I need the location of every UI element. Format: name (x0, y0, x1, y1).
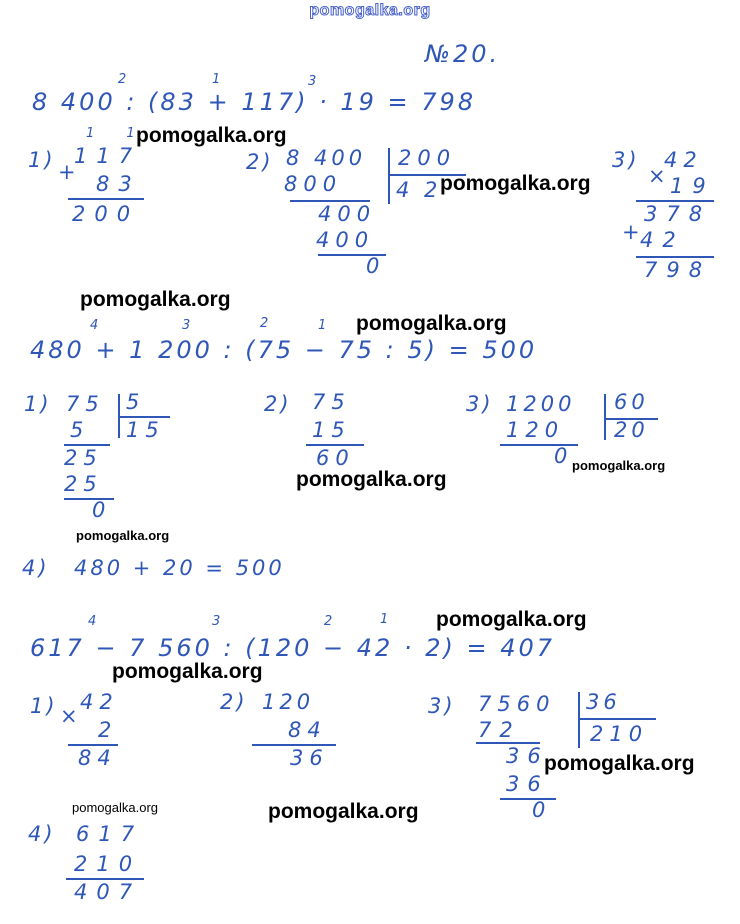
operator: + (58, 160, 79, 184)
task-number: №20. (425, 40, 501, 68)
remainder: 25 (64, 446, 103, 470)
partial-product: 378 (644, 202, 712, 226)
expression-3: 617 − 7 560 : (120 − 42 · 2) = 407 (30, 634, 555, 662)
watermark-text: pomogalka.org (544, 752, 695, 775)
step-label: 3) (466, 392, 494, 416)
quotient-line (580, 718, 656, 720)
order-mark: 3 (308, 74, 317, 89)
remainder: 36 (506, 744, 549, 768)
division-bar (388, 148, 390, 204)
addend: 83 (96, 172, 141, 196)
final-remainder: 0 (554, 444, 571, 468)
partial-product: 42 (640, 228, 685, 252)
watermark-text: pomogalka.org (80, 288, 231, 311)
minuend: 75 (312, 390, 351, 414)
partial-product: 25 (64, 472, 103, 496)
divisor: 5 (126, 390, 143, 414)
divisor: 200 (398, 146, 457, 170)
order-mark: 2 (324, 614, 333, 629)
partial-product: 72 (478, 718, 521, 742)
product: 84 (78, 746, 117, 770)
watermark-text: pomogalka.org (296, 468, 447, 491)
minuend: 617 (76, 822, 144, 846)
partial-product: 120 (506, 418, 565, 442)
watermark-text: pomogalka.org (76, 528, 170, 543)
factor: 19 (670, 174, 715, 198)
partial-product: 5 (70, 418, 87, 442)
partial-product: 800 (284, 172, 343, 196)
expression-2: 480 + 1 200 : (75 − 75 : 5) = 500 (30, 336, 538, 364)
remainder: 400 (318, 202, 377, 226)
step-label: 3) (428, 694, 456, 718)
quotient: 4 2 (396, 178, 442, 202)
divisor: 60 (614, 390, 649, 414)
subtrahend: 15 (312, 418, 351, 442)
step-label: 4) (28, 822, 56, 846)
difference: 36 (290, 746, 329, 770)
order-mark: 3 (182, 318, 191, 333)
final-equation: 480 + 20 = 500 (74, 556, 285, 580)
order-mark: 3 (212, 614, 221, 629)
watermark-text: pomogalka.org (436, 608, 587, 631)
quotient: 20 (614, 418, 649, 442)
subtrahend: 84 (288, 718, 327, 742)
order-mark: 4 (88, 614, 97, 629)
operator: × (60, 704, 81, 728)
step-label: 2) (220, 690, 248, 714)
watermark-text: pomogalka.org (136, 124, 287, 147)
subtrahend: 210 (74, 852, 142, 876)
dividend: 75 (66, 392, 105, 416)
order-mark: 2 (118, 72, 127, 87)
order-mark: 2 (260, 316, 269, 331)
order-mark: 1 (380, 612, 389, 627)
final-remainder: 0 (92, 498, 109, 522)
order-mark: 1 (212, 72, 221, 87)
result-line (68, 198, 144, 200)
difference: 407 (74, 880, 142, 904)
divisor: 36 (586, 690, 621, 714)
watermark-text: pomogalka.org (268, 800, 419, 823)
addend: 117 (74, 144, 142, 168)
difference: 60 (316, 446, 355, 470)
operator: + (622, 220, 643, 244)
division-bar (578, 692, 580, 748)
factor: 2 (98, 718, 115, 742)
factor: 42 (80, 690, 119, 714)
carry-digits: 1 1 (86, 126, 149, 141)
step-label: 2) (246, 150, 274, 174)
watermark-text: pomogalka.org (356, 312, 507, 335)
step-label: 1) (30, 694, 58, 718)
watermark-text: pomogalka.org (72, 800, 158, 815)
final-remainder: 0 (366, 254, 383, 278)
order-mark: 1 (318, 318, 327, 333)
step-label: 3) (612, 148, 640, 172)
quotient: 210 (590, 722, 649, 746)
watermark-text: pomogalka.org (440, 172, 591, 195)
final-remainder: 0 (532, 798, 549, 822)
step-label: 4) (22, 556, 50, 580)
expression-1: 8 400 : (83 + 117) · 19 = 798 (32, 88, 477, 116)
dividend: 8 400 (286, 146, 367, 170)
operator: × (648, 164, 669, 188)
step-label: 2) (264, 392, 292, 416)
site-watermark-header[interactable]: pomogalka.org (309, 2, 431, 19)
partial-product: 400 (316, 228, 375, 252)
watermark-text: pomogalka.org (112, 660, 263, 683)
sum: 200 (72, 202, 140, 226)
division-bar (604, 394, 606, 440)
product: 798 (644, 258, 712, 282)
factor: 42 (664, 148, 703, 172)
quotient: 15 (126, 418, 165, 442)
minuend: 120 (262, 690, 315, 714)
order-mark: 4 (90, 318, 99, 333)
watermark-text: pomogalka.org (572, 458, 666, 473)
step-label: 1) (28, 148, 56, 172)
dividend: 7560 (478, 692, 556, 716)
dividend: 1200 (506, 392, 576, 416)
step-label: 1) (24, 392, 52, 416)
partial-product: 36 (506, 772, 549, 796)
